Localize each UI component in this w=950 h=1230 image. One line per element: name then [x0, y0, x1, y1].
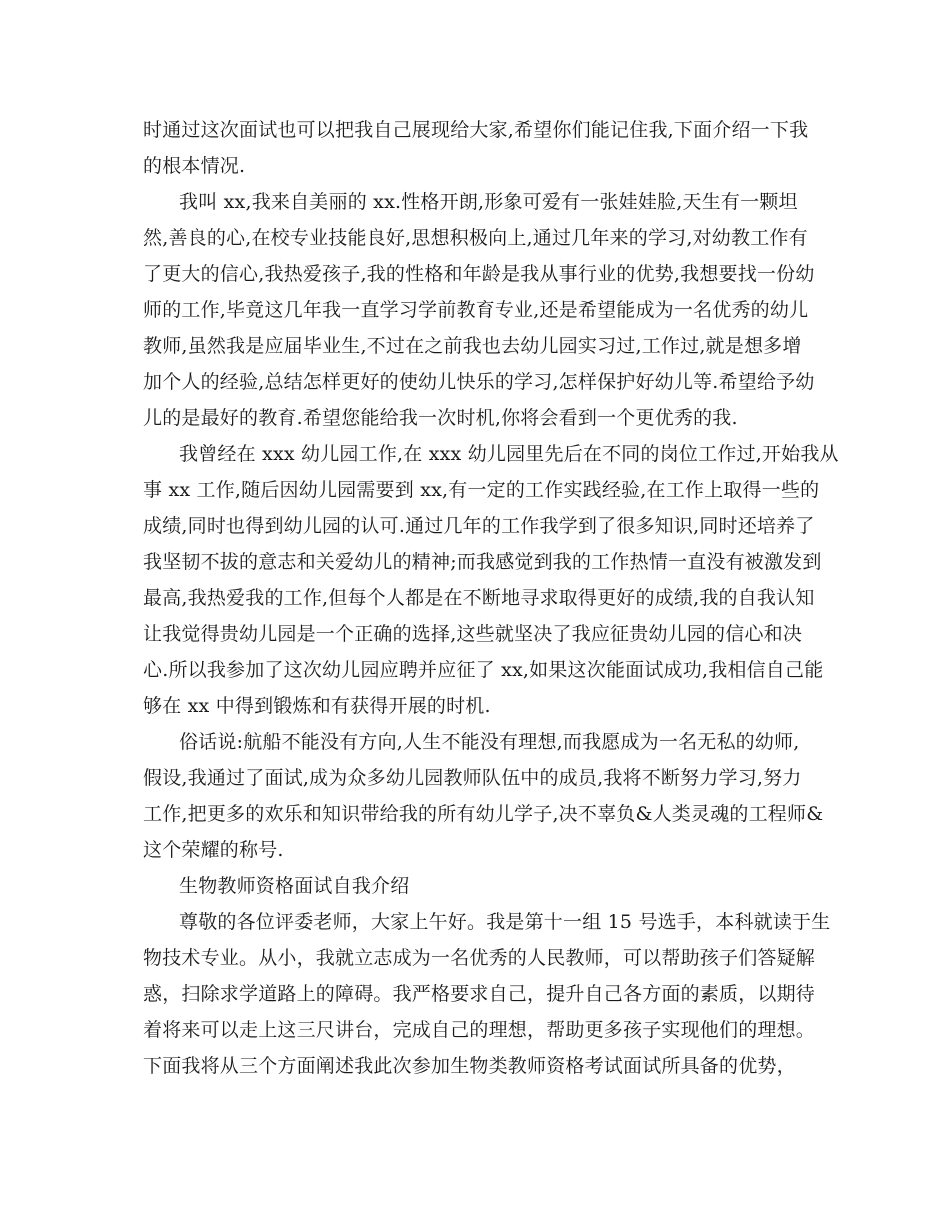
text-line: 师的工作,毕竟这几年我一直学习学前教育专业,还是希望能成为一名优秀的幼儿: [143, 299, 809, 321]
text-line: 够在 xx 中得到锻炼和有获得开展的时机.: [143, 695, 491, 717]
text-line: 下面我将从三个方面阐述我此次参加生物类教师资格考试面试所具备的优势，: [143, 1055, 796, 1077]
paragraph-start-line: 尊敬的各位评委老师，大家上午好。我是第十一组 15 号选手，本科就读于生: [179, 911, 831, 933]
text-line: 着将来可以走上这三尺讲台，完成自己的理想，帮助更多孩子实现他们的理想。: [143, 1019, 816, 1041]
paragraph-start-line: 我曾经在 xxx 幼儿园工作,在 xxx 幼儿园里先后在不同的岗位工作过,开始我从: [179, 443, 839, 465]
text-line: 时通过这次面试也可以把我自己展现给大家,希望你们能记住我,下面介绍一下我: [143, 119, 809, 141]
text-line: 我坚韧不拔的意志和关爱幼儿的精神;而我感觉到我的工作热情一直没有被激发到: [143, 551, 822, 573]
text-line: 儿的是最好的教育.希望您能给我一次时机,你将会看到一个更优秀的我.: [143, 407, 738, 429]
text-line: 物技术专业。从小，我就立志成为一名优秀的人民教师，可以帮助孩子们答疑解: [143, 947, 816, 969]
text-line: 假设,我通过了面试,成为众多幼儿园教师队伍中的成员,我将不断努力学习,努力: [143, 767, 802, 789]
text-line: 工作,把更多的欢乐和知识带给我的所有幼儿学子,决不辜负&人类灵魂的工程师&: [143, 803, 824, 825]
text-line: 然,善良的心,在校专业技能良好,思想积极向上,通过几年来的学习,对幼教工作有: [143, 227, 808, 249]
paragraph-start-line: 俗话说:航船不能没有方向,人生不能没有理想,而我愿成为一名无私的幼师,: [179, 731, 800, 753]
text-line: 这个荣耀的称号.: [143, 839, 284, 861]
text-line: 心.所以我参加了这次幼儿园应聘并应征了 xx,如果这次能面试成功,我相信自己能: [143, 659, 824, 681]
section-heading: 生物教师资格面试自我介绍: [179, 875, 410, 897]
text-line: 成绩,同时也得到幼儿园的认可.通过几年的工作我学到了很多知识,同时还培养了: [143, 515, 815, 537]
text-line: 加个人的经验,总结怎样更好的使幼儿快乐的学习,怎样保护好幼儿等.希望给予幼: [143, 371, 815, 393]
text-line: 事 xx 工作,随后因幼儿园需要到 xx,有一定的工作实践经验,在工作上取得一些的: [143, 479, 820, 501]
text-line: 让我觉得贵幼儿园是一个正确的选择,这些就坚决了我应征贵幼儿园的信心和决: [143, 623, 803, 645]
text-line: 最高,我热爱我的工作,但每个人都是在不断地寻求取得更好的成绩,我的自我认知: [143, 587, 815, 609]
text-line: 的根本情况.: [143, 155, 246, 177]
text-line: 教师,虽然我是应届毕业生,不过在之前我也去幼儿园实习过,工作过,就是想多增: [143, 335, 802, 357]
text-line: 惑，扫除求学道路上的障碍。我严格要求自己，提升自己各方面的素质，以期待: [143, 983, 816, 1005]
text-line: 了更大的信心,我热爱孩子,我的性格和年龄是我从事行业的优势,我想要找一份幼: [143, 263, 815, 285]
paragraph-start-line: 我叫 xx,我来自美丽的 xx.性格开朗,形象可爱有一张娃娃脸,天生有一颗坦: [179, 191, 798, 213]
